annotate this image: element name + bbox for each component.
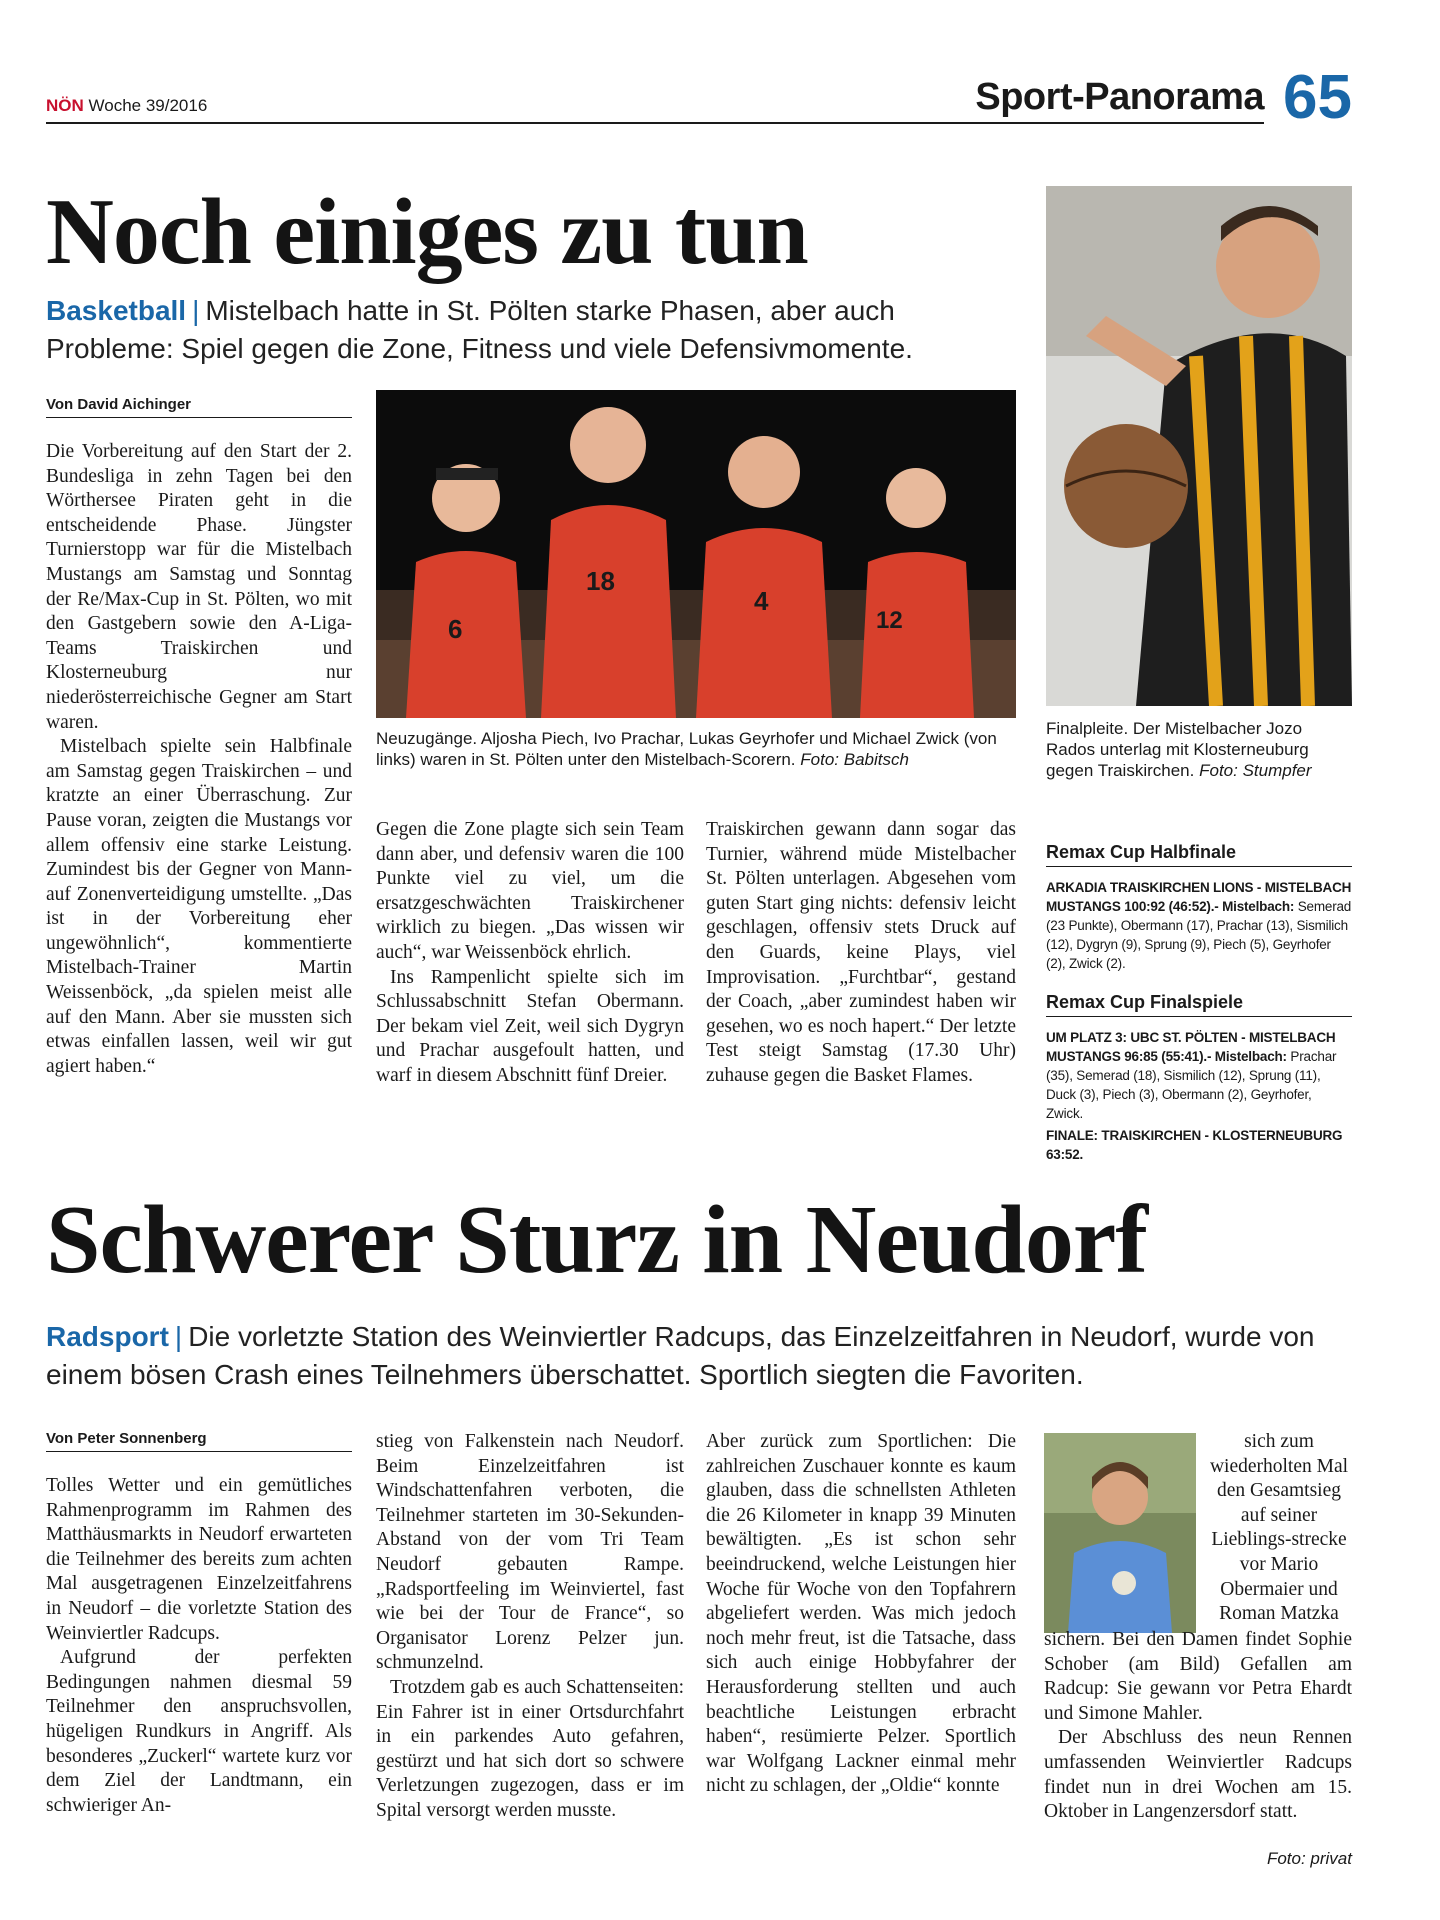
page-number: 65 (1283, 63, 1352, 132)
semifinal-game: ARKADIA TRAISKIRCHEN LIONS - MISTELBACH MUSTANGS 100:92 (46:52).- Mistelbach: (1046, 880, 1352, 914)
cyclist-photo (1044, 1433, 1196, 1633)
article1-kicker: Basketball (46, 295, 187, 326)
semifinal-scorers: Semerad (23 Punkte), Obermann (17), Prachar (13), Sismilich (12), Dygryn (9), Sprung (9), Piech (5), Geyrhofer (2), Zwick (2). (1046, 899, 1352, 971)
article2-deck-text: Die vorletzte Station des Weinviertler Radcups, das Einzelzeitfahren in Neudorf, wurde von einem bösen Crash eines Teilnehmers überschattet. Sportlich siegten die Favoriten. (46, 1321, 1315, 1390)
team-photo (376, 390, 1016, 718)
photo-credit: Foto: Babitsch (800, 750, 909, 769)
article2-column-3 (706, 1430, 1016, 1799)
article2-headline: Schwerer Sturz in Neudorf (46, 1186, 1147, 1294)
article1-column-3 (706, 818, 1016, 1089)
issue-label: Woche 39/2016 (88, 96, 208, 115)
paragraph: Die Vorbereitung auf den Start der 2. Bundesliga in zehn Tagen bei den Wörthersee Piraten geht in die entscheidende Phase. Jüngster Turnierstopp war für die Mistelbach Mustangs am Samstag und Sonntag der Re/Max-Cup in St. Pölten, wo mit den Gastgebern sowie den A-Liga-Teams Traiskirchen und Klosterneuburg nur niederösterreichische Gegner am Start waren. (46, 441, 352, 733)
article2-column-4-beside-photo (1206, 1430, 1352, 1627)
article1-deck-text: Mistelbach hatte in St. Pölten starke Phasen, aber auch Probleme: Spiel gegen die Zone, Fitness und viele Defensivmomente. (46, 295, 913, 364)
paragraph: Aufgrund der perfekten Bedingungen nahmen diesmal 59 Teilnehmer den anspruchsvollen, hügeligen Rundkurs in Angriff. Als besonderes „Zuckerl“ wartete kurz vor dem Ziel der Landtmann, ein schwieriger An- (46, 1647, 352, 1816)
team-photo-illustration (376, 390, 1016, 718)
paragraph: Trotzdem gab es auch Schattenseiten: Ein Fahrer ist in einer Ortsdurchfahrt in ein parkendes Auto gefahren, gestürzt und hat sich dort so schwere Verletzungen zugezogen, dass er im Spital versorgt werden musste. (376, 1676, 684, 1821)
cyclist-photo-illustration (1044, 1433, 1196, 1633)
article2-column-1 (46, 1474, 352, 1818)
article2-byline: Von Peter Sonnenberg (46, 1430, 352, 1452)
article1-column-2 (376, 818, 684, 1089)
jersey-number: 12 (876, 607, 903, 634)
semifinal-results-title: Remax Cup Halbfinale (1046, 842, 1352, 867)
paragraph: Aber zurück zum Sportlichen: Die zahlreichen Zuschauer konnte es kaum glauben, dass die schnellsten Athleten die 26 Kilometer in knapp 39 Minuten bewältigten. „Es ist schon sehr beeindruckend, welche Leistungen hier Woche für Woche von den Topfahrern abgeliefert werden. Was mich jedoch noch mehr freut, ist die Tatsache, dass sich auch einige Hobbyfahrer der Herausforderung stellten und auch beachtliche Leistungen erbracht haben“, resümierte Pelzer. Sportlich war Wolfgang Lackner einmal mehr nicht zu schlagen, der „Oldie“ konnte (706, 1431, 1016, 1797)
final-result (1046, 1126, 1352, 1164)
team-photo-caption (376, 728, 1016, 770)
article2-deck (46, 1318, 1396, 1394)
caption-text: Neuzugänge. Aljosha Piech, Ivo Prachar, Lukas Geyrhofer und Michael Zwick (von links) waren in St. Pölten unter den Mistelbach-Scorern. (376, 729, 997, 769)
paragraph: Traiskirchen gewann dann sogar das Turnier, während müde Mistelbacher St. Pölten unterlagen. Abgesehen vom guten Start ging nichts: defensiv leicht geschlagen, offensiv stets Druck auf den Guards, keine Plays, viel Improvisation. „Furchtbar“, gestand der Coach, „aber zumindest haben wir gesehen, wo es noch hapert.“ Der letzte Test steigt Samstag (17.30 Uhr) zuhause gegen die Basket Flames. (706, 819, 1016, 1086)
paragraph: sichern. Bei den Damen findet Sophie Schober (am Bild) Gefallen am Radcup: Sie gewann vor Petra Ehardt und Simone Mahler. (1044, 1629, 1352, 1724)
paragraph: Mistelbach spielte sein Halbfinale am Samstag gegen Traiskirchen – und kratzte an einer Überraschung. Zur Pause voran, zeigten die Mustangs vor allem offensiv eine starke Leistung. Zumindest bis der Gegner von Mann- auf Zonenverteidigung umstellte. „Das ist in der Vorbereitung eher ungewöhnlich“, kommentierte Mistelbach-Trainer Martin Weissenböck, „da spielen meist alle auf den Mann. Aber sie mussten sich etwas einfallen lassen, weil wir gut agiert haben.“ (46, 736, 352, 1077)
jersey-number: 6 (448, 614, 463, 644)
jersey-number: 18 (586, 566, 615, 596)
photo-credit: Foto: privat (1266, 1849, 1352, 1868)
final-game: FINALE: TRAISKIRCHEN - KLOSTERNEUBURG 63:52. (1046, 1128, 1343, 1162)
player-photo-illustration (1046, 186, 1352, 706)
article1-deck (46, 292, 1006, 368)
article1-column-1 (46, 440, 352, 1079)
third-place-scorers: Prachar (35), Semerad (18), Sismilich (12), Sprung (11), Duck (3), Piech (3), Obermann (2), Geyrhofer, Zwick. (1046, 1049, 1337, 1121)
player-photo (1046, 186, 1352, 706)
photo-credit: Foto: Stumpfer (1199, 761, 1312, 780)
brand-logo: NÖN (46, 96, 84, 115)
section-title: Sport-Panorama (975, 76, 1264, 118)
kicker-separator: | (174, 1321, 183, 1352)
header-rule (46, 122, 1264, 124)
paragraph: Gegen die Zone plagte sich sein Team dann aber, und defensiv waren die 100 Punkte viel zu viel, um die ersatzgeschwächten Traiskirchener wirklich zu biegen. „Das wissen wir auch“, war Weissenböck ehrlich. (376, 819, 684, 963)
player-photo-caption (1046, 718, 1352, 781)
article2-column-4 (1044, 1628, 1352, 1825)
paragraph: Ins Rampenlicht spielte sich im Schlussabschnitt Stefan Obermann. Der bekam viel Zeit, weil sich Dygryn und Prachar ausgefoult hatten, und warf in diesem Abschnitt fünf Dreier. (376, 966, 684, 1086)
final-results-title: Remax Cup Finalspiele (1046, 992, 1352, 1017)
paragraph: Der Abschluss des neun Rennen umfassenden Weinviertler Radcups findet nun in drei Wochen am 15. Oktober in Langenzersdorf statt. (1044, 1727, 1352, 1823)
article1-byline: Von David Aichinger (46, 396, 352, 418)
article1-headline: Noch einiges zu tun (46, 180, 808, 284)
semifinal-results (1046, 878, 1352, 973)
jersey-number: 4 (754, 586, 769, 616)
paragraph: sich zum wiederholten Mal den Gesamtsieg auf seiner Lieblings-strecke vor Mario Obermaier und Roman Matzka (1209, 1431, 1349, 1625)
paragraph: stieg von Falkenstein nach Neudorf. Beim Einzelzeitfahren ist Windschattenfahren verboten, die Teilnehmer starteten im 30-Sekunden-Abstand von der vom Tri Team Neudorf gebauten Rampe. „Radsportfeeling im Weinviertel, fast wie bei der Tour de France“, so Organisator Lorenz Pelzer jun. schmunzelnd. (376, 1431, 684, 1674)
third-place-game: UM PLATZ 3: UBC ST. PÖLTEN - MISTELBACH MUSTANGS 96:85 (55:41).- Mistelbach: (1046, 1030, 1336, 1064)
third-place-results (1046, 1028, 1352, 1123)
article2-column-2 (376, 1430, 684, 1824)
kicker-separator: | (192, 295, 200, 326)
caption-text: Finalpleite. Der Mistelbacher Jozo Rados unterlag mit Klosterneuburg gegen Traiskirchen. (1046, 719, 1309, 780)
masthead (46, 96, 207, 116)
paragraph: Tolles Wetter und ein gemütliches Rahmenprogramm im Rahmen des Matthäusmarkts in Neudorf erwarteten die Teilnehmer des bereits zum achten Mal ausgetragenen Einzelzeitfahrens in Neudorf – die vorletzte Station des Weinviertler Radcups. (46, 1475, 352, 1644)
article2-kicker: Radsport (46, 1321, 169, 1352)
